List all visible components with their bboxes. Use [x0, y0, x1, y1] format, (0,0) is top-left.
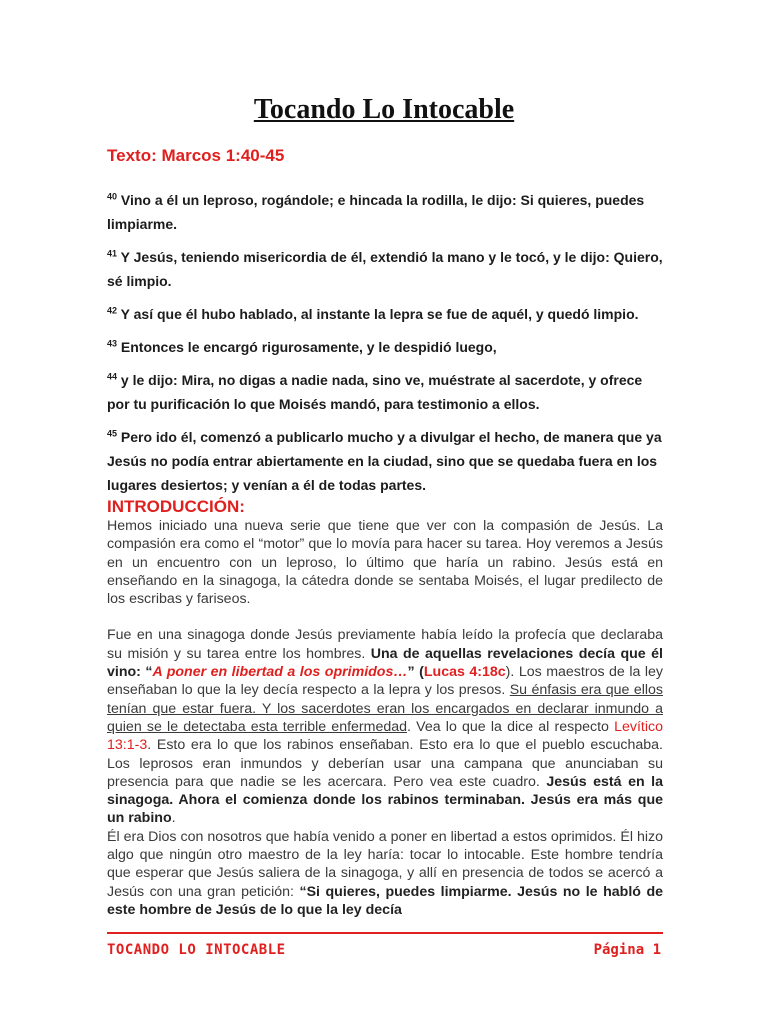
verse-list — [107, 188, 663, 506]
verse-number: 42 — [107, 305, 118, 316]
paragraph-3 — [107, 828, 663, 919]
verse-text: Vino a él un leproso, rogándole; e hincada la rodilla, le dijo: Si quieres, puedes limpiarme. — [107, 192, 645, 232]
text-run: Él era Dios con nosotros que había venido a poner en libertad a estos oprimidos. Él hizo algo que ningún otro maestro de la ley haría: tocar lo intocable. Este hombre tendría que esperar que Jesús saliera de la sinagoga, y allí en presencia de todos se acercó a Jesús con una gran petición: — [107, 828, 663, 900]
page-title: Tocando Lo Intocable — [253, 94, 515, 125]
verse-44 — [107, 368, 663, 416]
text-run: . Esto era lo que los rabinos enseñaban. Esto era lo que el pueblo escuchaba. Los leprosos eran inmundos y deberían usar una campana que anunciaban su presencia para que nadie se les acercara. Pero vea este cuadro. — [107, 737, 663, 790]
verse-number: 45 — [107, 428, 118, 439]
verse-text: Y Jesús, teniendo misericordia de él, extendió la mano y le tocó, y le dijo: Quiero, sé limpio. — [107, 249, 663, 289]
verse-45 — [107, 425, 663, 497]
verse-40 — [107, 188, 663, 236]
verse-42 — [107, 302, 663, 326]
text-run: . Vea lo que la dice al respecto — [407, 718, 615, 735]
text-run: Fue en una sinagoga donde Jesús previamente había leído la profecía que declaraba su misión y su tarea entre los hombres. — [107, 627, 663, 662]
verse-number: 44 — [107, 371, 118, 382]
section-heading-introduccion: INTRODUCCIÓN: — [107, 497, 245, 516]
scripture-link-levitico[interactable]: Levítico 13:1-3 — [107, 718, 663, 754]
text-run: . — [171, 810, 176, 827]
underlined-run: Su énfasis era que ellos tenían que estar fuera. Y los sacerdotes eran los encargados en declarar inmundo a quien se le detectaba esta terrible enfermedad — [107, 682, 663, 735]
scripture-link-lucas[interactable]: Lucas 4:18c — [423, 664, 506, 681]
bold-run: ” ( — [407, 664, 424, 681]
bold-run: Jesús está en la sinagoga. Ahora el comienza donde los rabinos terminaban. Jesús era más que un rabino — [107, 773, 663, 827]
verse-number: 40 — [107, 191, 118, 202]
paragraph-1: Hemos iniciado una nueva serie que tiene que ver con la compasión de Jesús. La compasión era como el “motor” que lo movía para hacer su tarea. Hoy veremos a Jesús en un encuentro con un leproso, lo último que haría un rabino. Jesús está en enseñando en la sinagoga, la cátedra donde se sentaba Moisés, el lugar predilecto de los escribas y fariseos. — [107, 518, 663, 608]
quote-run: A poner en libertad a los oprimidos… — [152, 664, 408, 681]
body-text — [107, 517, 663, 919]
text-run: ). Los maestros de la ley enseñaban lo que la ley decía respecto a la lepra y los presos. — [107, 664, 663, 699]
verse-text: Entonces le encargó rigurosamente, y le despidió luego, — [120, 339, 497, 355]
verse-number: 41 — [107, 248, 118, 259]
bold-run: “Si quieres, puedes limpiarme. Jesús no le habló de este hombre de Jesús de lo que la ley decía — [107, 883, 664, 918]
scripture-reference: Texto: Marcos 1:40-45 — [107, 146, 285, 165]
verse-43 — [107, 335, 663, 359]
page-number: Página 1 — [593, 942, 661, 958]
verse-text: Y así que él hubo hablado, al instante la lepra se fue de aquél, y quedó limpio. — [120, 306, 639, 322]
footer-divider — [107, 932, 663, 934]
verse-text: Pero ido él, comenzó a publicarlo mucho y a divulgar el hecho, de manera que ya Jesús no podía entrar abiertamente en la ciudad, sino que se quedaba fuera en los lugares desiertos; y venían a él de todas partes. — [107, 429, 662, 493]
footer-title: TOCANDO LO INTOCABLE — [107, 942, 286, 958]
verse-number: 43 — [107, 338, 118, 349]
verse-text: y le dijo: Mira, no digas a nadie nada, sino ve, muéstrate al sacerdote, y ofrece por tu purificación lo que Moisés mandó, para testimonio a ellos. — [107, 372, 643, 412]
bold-run: Una de aquellas revelaciones decía que él vino: “ — [107, 645, 663, 681]
paragraph-2 — [107, 626, 663, 827]
verse-41 — [107, 245, 663, 293]
